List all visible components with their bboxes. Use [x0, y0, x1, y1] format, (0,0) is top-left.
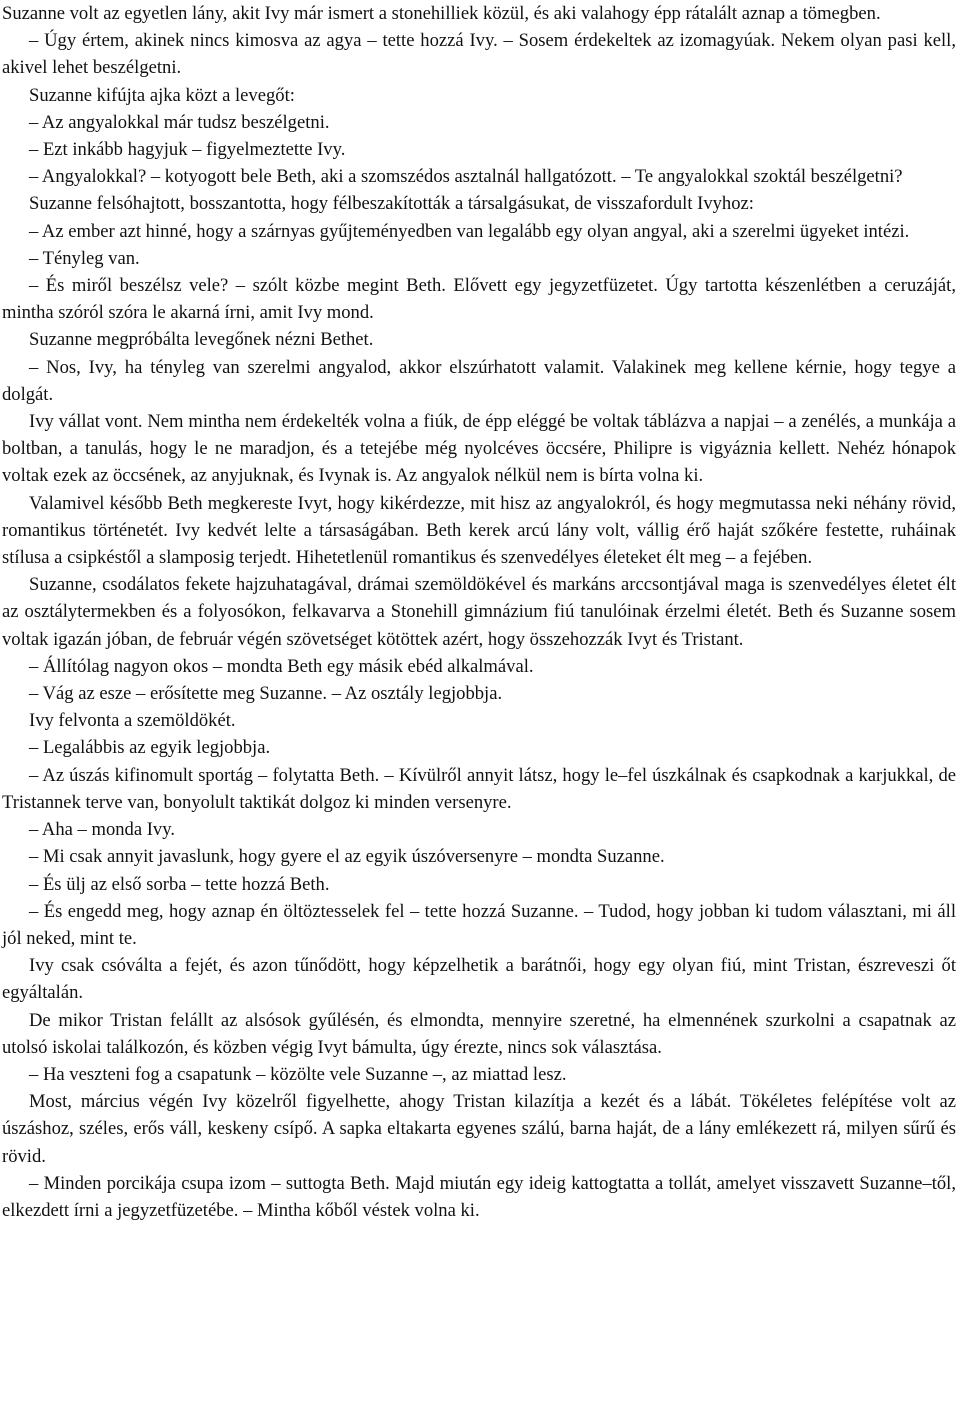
- paragraph: – Ha veszteni fog a csapatunk – közölte vele Suzanne –, az miattad lesz.: [29, 1063, 567, 1085]
- paragraph: – Aha – monda Ivy.: [29, 819, 175, 841]
- paragraph: Ivy csak csóválta a fejét, és azon tűnődött, hogy képzelhetik a barátnői, hogy egy olyan fiú, mint Tristan, észreveszi őt egyáltalán.: [2, 955, 956, 1004]
- paragraph: – Tényleg van.: [29, 247, 140, 269]
- paragraph: – Legalábbis az egyik legjobbja.: [29, 737, 271, 759]
- paragraph: – Angyalokkal? – kotyogott bele Beth, aki a szomszédos asztalnál hallgatózott. – Te angyalokkal szoktál beszélgetni?: [29, 166, 903, 188]
- paragraph: – Ezt inkább hagyjuk – figyelmeztette Ivy.: [29, 139, 346, 161]
- paragraph: Suzanne volt az egyetlen lány, akit Ivy már ismert a stonehilliek közül, és aki valahogy épp rátalált aznap a tömegben.: [2, 3, 881, 24]
- paragraph: Ivy vállat vont. Nem mintha nem érdekelték volna a fiúk, de épp eléggé be voltak táblázva a napjai – a zenélés, a munkája a boltban, a tanulás, hogy le ne maradjon, és a tetejébe még nyolcéves öccsére, Philipre is vigyáznia kellett. Nehéz hónapok voltak ezek az öccsének, az anyjuknak, és Ivynak is. Az angyalok nélkül nem is bírta volna ki.: [2, 411, 956, 487]
- paragraph: – Nos, Ivy, ha tényleg van szerelmi angyalod, akkor elszúrhatott valamit. Valakinek meg kellene kérnie, hogy tegye a dolgát.: [2, 356, 956, 405]
- paragraph: – És miről beszélsz vele? – szólt közbe megint Beth. Elővett egy jegyzetfüzetet. Úgy tartotta készenlétben a ceruzáját, mintha szóról szóra le akarná írni, amit Ivy mond.: [2, 275, 956, 324]
- paragraph: De mikor Tristan felállt az alsósok gyűlésén, és elmondta, mennyire szeretné, ha elmennének szurkolni a csapatnak az utolsó iskolai találkozón, és közben végig Ivyt bámulta, úgy érezte, nincs sok választása.: [2, 1009, 956, 1058]
- paragraph: Ivy felvonta a szemöldökét.: [29, 710, 236, 732]
- paragraph: Most, március végén Ivy közelről figyelhette, ahogy Tristan kilazítja a kezét és a lábát. Tökéletes felépítése volt az úszáshoz, széles, erős váll, keskeny csípő. A sapka eltakarta egyenes szálú, barna haját, de a lány emlékezett rá, milyen sűrű és rövid.: [2, 1091, 956, 1167]
- paragraph: Suzanne megpróbálta levegőnek nézni Bethet.: [29, 329, 374, 351]
- paragraph: – Az angyalokkal már tudsz beszélgetni.: [29, 111, 330, 133]
- paragraph: – Az ember azt hinné, hogy a szárnyas gyűjteményedben van legalább egy olyan angyal, aki a szerelmi ügyeket intézi.: [29, 220, 910, 242]
- paragraph: Suzanne, csodálatos fekete hajzuhatagával, drámai szemöldökével és markáns arccsontjával maga is szenvedélyes életet élt az osztálytermekben és a folyosókon, felkavarva a Stonehill gimnázium fiú tanulóinak érzelmi életét. Beth és Suzanne sosem voltak igazán jóban, de február végén szövetséget kötöttek azért, hogy összehozzák Ivyt és Tristant.: [2, 574, 956, 650]
- paragraph: Suzanne kifújta ajka közt a levegőt:: [29, 84, 295, 106]
- paragraph: – Mi csak annyit javaslunk, hogy gyere el az egyik úszóversenyre – mondta Suzanne.: [29, 846, 665, 868]
- paragraph: – Állítólag nagyon okos – mondta Beth egy másik ebéd alkalmával.: [29, 655, 534, 677]
- document-page: [2, 0, 956, 1224]
- paragraph: – És ülj az első sorba – tette hozzá Beth.: [29, 873, 330, 895]
- paragraph: Suzanne felsóhajtott, bosszantotta, hogy félbeszakították a társalgásukat, de visszafordult Ivyhoz:: [29, 193, 754, 215]
- paragraph: – Úgy értem, akinek nincs kimosva az agya – tette hozzá Ivy. – Sosem érdekeltek az izomagyúak. Nekem olyan pasi kell, akivel lehet beszélgetni.: [2, 30, 956, 79]
- paragraph: – Vág az esze – erősítette meg Suzanne. – Az osztály legjobbja.: [29, 683, 503, 705]
- paragraph: – Az úszás kifinomult sportág – folytatta Beth. – Kívülről annyit látsz, hogy le–fel úszkálnak és csapkodnak a karjukkal, de Tristannek terve van, bonyolult taktikát dolgoz ki minden versenyre.: [2, 764, 956, 813]
- paragraph: – És engedd meg, hogy aznap én öltöztesselek fel – tette hozzá Suzanne. – Tudod, hogy jobban ki tudom választani, mi áll jól neked, mint te.: [2, 900, 956, 949]
- paragraph: – Minden porcikája csupa izom – suttogta Beth. Majd miután egy ideig kattogtatta a tollát, amelyet visszavett Suzanne–től, elkezdett írni a jegyzetfüzetébe. – Mintha kőből véstek volna ki.: [2, 1172, 956, 1221]
- paragraph: Valamivel később Beth megkereste Ivyt, hogy kikérdezze, mit hisz az angyalokról, és hogy megmutassa neki néhány rövid, romantikus történetét. Ivy kedvét lelte a társaságában. Beth kerek arcú lány volt, vállig érő haját szőkére festette, ruháinak stílusa a csipkéstől a slamposig terjedt. Hihetetlenül romantikus és szenvedélyes életeket élt meg – a fejében.: [2, 492, 956, 569]
